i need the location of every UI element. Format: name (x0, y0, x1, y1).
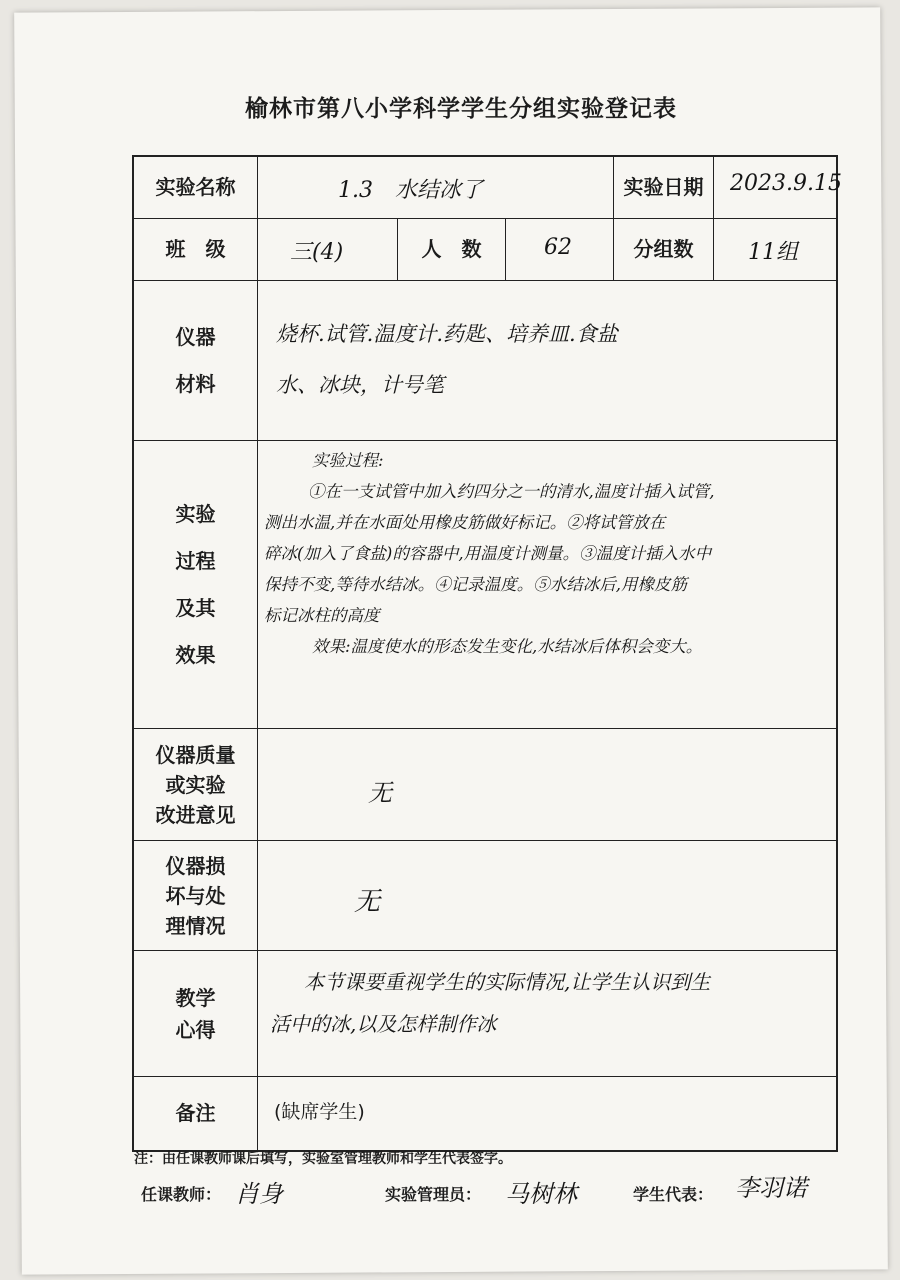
damage-label-line3: 理情况 (165, 913, 226, 938)
remarks-label: 备注 (134, 1077, 258, 1150)
damage-label-line1: 仪器损 (165, 853, 226, 878)
experiment-date-value: 2023.9.15 (714, 157, 836, 219)
reflection-value (258, 951, 836, 1077)
reflection-label-line1: 教学 (175, 985, 216, 1010)
damage-label (134, 841, 258, 951)
quality-value: 无 (258, 729, 836, 841)
class-value: 三(4) (258, 219, 398, 281)
quality-label (134, 729, 258, 841)
materials-line1: 烧杯.试管.温度计.药匙、培养皿.食盐 (276, 322, 618, 346)
process-line: 测出水温,并在水面处用橡皮筋做好标记。②将试管放在 (264, 513, 666, 532)
remarks-value: (缺席学生) (274, 1101, 365, 1123)
process-heading: 实验过程: (312, 451, 384, 470)
signature-row (135, 1176, 835, 1216)
process-line: 标记冰柱的高度 (264, 606, 380, 625)
registration-form (132, 155, 842, 1152)
quality-label-line1: 仪器质量 (155, 742, 236, 767)
footer-note: 注：由任课教师课后填写，实验室管理教师和学生代表签字。 (134, 1151, 512, 1167)
count-value: 62 (506, 219, 614, 281)
student-signature: 李羽诺 (735, 1174, 807, 1202)
student-label: 学生代表： (633, 1185, 714, 1204)
materials-label-line1: 仪器 (175, 324, 216, 349)
materials-label-line2: 材料 (175, 371, 216, 396)
teacher-signature: 肖身 (235, 1180, 283, 1208)
process-label (134, 441, 258, 729)
process-line: 保持不变,等待水结冰。④记录温度。⑤水结冰后,用橡皮筋 (264, 575, 687, 594)
experiment-date-label: 实验日期 (614, 157, 714, 219)
materials-value (258, 281, 836, 441)
process-label-line4: 效果 (175, 642, 216, 667)
admin-signature: 马树林 (505, 1180, 577, 1208)
class-label: 班 级 (134, 219, 258, 281)
process-label-line2: 过程 (175, 548, 216, 573)
teacher-label: 任课教师： (141, 1185, 222, 1204)
experiment-name-label: 实验名称 (134, 157, 258, 219)
quality-label-line2: 或实验 (165, 772, 226, 797)
reflection-label-line2: 心得 (175, 1017, 216, 1042)
admin-label: 实验管理员： (385, 1185, 482, 1204)
quality-label-line3: 改进意见 (155, 802, 236, 827)
process-label-line1: 实验 (175, 501, 216, 526)
damage-value: 无 (258, 841, 836, 951)
groups-value: 11组 (714, 219, 836, 281)
experiment-name-value: 1.3 水结冰了 (258, 157, 614, 219)
damage-label-line2: 坏与处 (165, 883, 226, 908)
materials-label (134, 281, 258, 441)
groups-label: 分组数 (614, 219, 714, 281)
materials-line2: 水、冰块，计号笔 (276, 373, 444, 398)
reflection-label (134, 951, 258, 1077)
count-label: 人 数 (398, 219, 506, 281)
reflection-line2: 活中的冰,以及怎样制作冰 (270, 1012, 497, 1036)
reflection-line1: 本节课要重视学生的实际情况,让学生认识到生 (304, 970, 711, 994)
process-line: ①在一支试管中加入约四分之一的清水,温度计插入试管, (308, 482, 715, 501)
process-line: 碎冰(加入了食盐)的容器中,用温度计测量。③温度计插入水中 (264, 544, 712, 563)
process-label-line3: 及其 (175, 595, 216, 620)
process-value (258, 441, 836, 729)
process-effect: 效果:温度使水的形态发生变化,水结冰后体积会变大。 (312, 637, 703, 656)
form-title: 榆林市第八小学科学学生分组实验登记表 (245, 96, 677, 122)
